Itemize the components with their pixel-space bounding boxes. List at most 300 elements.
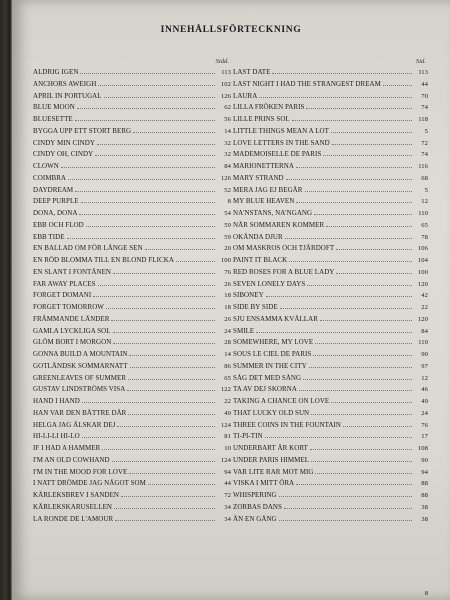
page-number: 126: [220, 174, 231, 182]
page-number: 124: [220, 456, 231, 464]
song-title: FORGET TOMORROW: [33, 303, 104, 311]
dot-leader: [292, 115, 412, 121]
dot-leader: [303, 374, 412, 380]
dot-leader: [145, 244, 215, 250]
song-title: NÄR SOMMAREN KOMMER: [233, 220, 325, 229]
toc-entry: [33, 115, 231, 127]
page-number: 74: [421, 151, 428, 159]
toc-entry: [233, 291, 428, 303]
song-title: HAN VAR DEN BÄTTRE DÄR: [33, 408, 127, 417]
dot-leader: [128, 374, 215, 380]
song-title: GOTLÄNDSK SOMMARNATT: [33, 361, 128, 370]
page-column-header: Sidd.: [215, 58, 229, 65]
dot-leader: [148, 479, 215, 485]
toc-entry: [33, 197, 231, 209]
toc-entry: [33, 409, 231, 421]
dot-leader: [98, 80, 215, 86]
dot-leader: [82, 432, 215, 438]
toc-entry: [33, 256, 231, 268]
page-number: 120: [417, 280, 428, 288]
toc-entry: [233, 92, 428, 104]
song-title: NA'NSTANS, NA'NGANG: [233, 209, 313, 217]
dot-leader: [289, 256, 412, 262]
page-number: 81: [224, 433, 231, 441]
dot-leader: [314, 209, 412, 215]
dot-leader: [331, 127, 412, 133]
dot-leader: [113, 327, 215, 333]
page-number: 32: [224, 151, 231, 159]
page-number: 65: [421, 221, 428, 229]
toc-entry: [33, 150, 231, 162]
toc-entry: [233, 479, 428, 491]
toc-entry: [233, 456, 428, 468]
dot-leader: [128, 409, 215, 415]
song-title: KÄRLEKSKARUSELLEN: [33, 502, 113, 511]
dot-leader: [279, 515, 412, 521]
dot-leader: [93, 291, 215, 297]
song-title: PAINT IT BLACK: [233, 256, 288, 264]
page-number: 104: [417, 257, 428, 264]
toc-list-right: [233, 68, 428, 526]
toc-entry: [233, 385, 428, 397]
song-title: GUSTAV LINDSTRÖMS VISA: [33, 385, 126, 394]
page-number: 122: [220, 386, 231, 394]
toc-entry: [233, 150, 428, 162]
song-title: OM MASKROS OCH TJÄRDOFT: [233, 244, 335, 253]
page-number: 62: [224, 104, 231, 112]
song-title: ÄN EN GÅNG: [233, 514, 277, 523]
dot-leader: [311, 409, 412, 415]
song-title: LAURA: [233, 91, 258, 100]
song-title: COIMBRA: [33, 173, 67, 182]
dot-leader: [61, 162, 215, 168]
song-title: BLUESETTE: [33, 115, 73, 123]
dot-leader: [176, 256, 215, 262]
dot-leader: [82, 397, 215, 403]
dot-leader: [75, 186, 215, 192]
toc-entry: [233, 444, 428, 456]
page-number: 78: [421, 233, 428, 241]
page-number: 49: [421, 398, 428, 405]
song-title: FAR AWAY PLACES: [33, 279, 96, 288]
toc-entry: [233, 432, 428, 444]
toc-entry: [233, 280, 428, 292]
song-title: DONA, DONA: [33, 209, 78, 217]
page-number: 126: [220, 92, 231, 100]
song-title: HELGA JAG ÄLSKAR DEJ: [33, 420, 116, 429]
song-title: I NATT DRÖMDE JAG NÅGOT SOM: [33, 479, 146, 488]
dot-leader: [280, 303, 412, 309]
song-title: SEVEN LONELY DAYS: [233, 279, 306, 288]
toc-entry: [33, 397, 231, 409]
song-title: ZORBAS DANS: [233, 502, 282, 511]
song-title: ANCHORS AWEIGH: [33, 79, 97, 88]
dot-leader: [113, 268, 215, 274]
song-title: RED ROSES FOR A BLUE LADY: [233, 267, 335, 276]
toc-entry: [233, 127, 428, 139]
toc-entry: [33, 491, 231, 503]
page-number: 100: [417, 268, 428, 276]
toc-entry: [233, 115, 428, 127]
page-number: 14: [224, 351, 231, 358]
page-number: 110: [418, 210, 428, 217]
toc-entry: [33, 350, 231, 362]
toc-entry: [33, 291, 231, 303]
song-title: SIBONEY: [233, 291, 264, 300]
toc-entry: [33, 362, 231, 374]
page-number: 12: [421, 198, 428, 206]
song-title: FRÄMMANDE LÄNDER: [33, 314, 110, 323]
toc-entry: [233, 221, 428, 233]
dot-leader: [80, 68, 215, 74]
dot-leader: [259, 92, 412, 98]
song-title: GLÖM BORT I MORGON: [33, 338, 112, 347]
page-number: 84: [421, 327, 428, 335]
toc-entry: [33, 186, 231, 198]
dot-leader: [272, 68, 412, 74]
song-title: EN RÖD BLOMMA TILL EN BLOND FLICKA: [33, 256, 174, 264]
song-title: THAT LUCKY OLD SUN: [233, 408, 310, 417]
toc-entry: [33, 327, 231, 339]
song-title: SIDE BY SIDE: [233, 303, 278, 311]
dot-leader: [129, 468, 215, 474]
dot-leader: [306, 103, 412, 109]
toc-entry: [33, 479, 231, 491]
page-number: 97: [421, 362, 428, 370]
page-number: 10: [224, 445, 231, 452]
dot-leader: [296, 479, 412, 485]
dot-leader: [81, 197, 215, 203]
toc-list-left: [33, 68, 231, 526]
toc-entry: [233, 256, 428, 268]
toc-entry: [233, 268, 428, 280]
page-title: INNEHÅLLSFÖRTECKNING: [160, 24, 302, 35]
dot-leader: [127, 385, 215, 391]
toc-entry: [33, 80, 231, 92]
toc-entry: [233, 409, 428, 421]
dot-leader: [320, 315, 412, 321]
dot-leader: [112, 456, 215, 462]
song-title: VAR LITE RAR MOT MIG: [233, 467, 314, 476]
page-number: 74: [421, 104, 428, 112]
song-title: MARY STRAND: [233, 173, 284, 182]
page-column-header: Sid.: [415, 58, 426, 65]
toc-entry: [233, 233, 428, 245]
dot-leader: [299, 385, 412, 391]
dot-leader: [315, 338, 412, 344]
song-title: CLOWN: [33, 162, 59, 170]
toc-entry: [33, 139, 231, 151]
page-number: 70: [421, 92, 428, 100]
dot-leader: [279, 491, 412, 497]
song-title: EN SLANT I FONTÄNEN: [33, 267, 112, 276]
toc-entry: [33, 103, 231, 115]
dot-leader: [307, 280, 412, 286]
toc-entry: [33, 303, 231, 315]
page-number: 110: [418, 339, 428, 347]
page-number: 38: [421, 515, 428, 523]
song-title: SUMMER IN THE CITY: [233, 361, 307, 370]
song-title: I'M IN THE MOOD FOR LOVE: [33, 467, 128, 476]
toc-entry: [233, 209, 428, 221]
dot-leader: [111, 315, 215, 321]
song-title: APRIL IN PORTUGAL: [33, 91, 102, 100]
song-title: SJU ENSAMMA KVÄLLAR: [233, 314, 318, 323]
song-title: THREE COINS IN THE FOUNTAIN: [233, 420, 341, 429]
song-title: GREENLEAVES OF SUMMER: [33, 373, 127, 382]
dot-leader: [97, 139, 215, 145]
dot-leader: [104, 92, 215, 98]
toc-entry: [233, 327, 428, 339]
dot-leader: [77, 103, 215, 109]
song-title: ALDRIG IGEN: [33, 68, 79, 76]
toc-entry: [233, 139, 428, 151]
dot-leader: [265, 432, 412, 438]
page-number: 56: [224, 116, 231, 123]
toc-entry: [33, 338, 231, 350]
toc-entry: [33, 244, 231, 256]
song-title: BLUE MOON: [33, 103, 75, 112]
dot-leader: [285, 233, 412, 239]
trailing-page-number: 8: [424, 590, 428, 597]
page-number: 12: [421, 374, 428, 382]
page-number: 88: [421, 492, 428, 499]
song-title: LOVE LETTERS IN THE SAND: [233, 138, 330, 147]
dot-leader: [67, 233, 215, 239]
dot-leader: [343, 421, 412, 427]
page-number: 17: [421, 433, 428, 441]
page-number: 26: [224, 315, 231, 323]
song-title: SÅG DET MED SÅNG: [233, 373, 302, 382]
page-number: 108: [417, 445, 428, 452]
song-title: EN BALLAD OM FÖR LÄNGE SEN: [33, 244, 143, 253]
page-number: 72: [421, 139, 428, 147]
page-number: 26: [224, 280, 231, 288]
toc-entry: [233, 374, 428, 386]
dot-leader: [256, 327, 412, 333]
page-number: 52: [224, 186, 231, 194]
dot-leader: [79, 209, 215, 215]
song-title: TA AV DEJ SKORNA: [233, 385, 297, 394]
toc-entry: [233, 80, 428, 92]
song-title: CINDY MIN CINDY: [33, 138, 95, 147]
toc-entry: [233, 468, 428, 480]
song-title: GAMLA LYCKLIGA SOL: [33, 326, 111, 335]
toc-entry: [33, 68, 231, 80]
page-number: 18: [224, 304, 231, 311]
dot-leader: [133, 127, 215, 133]
dot-leader: [305, 186, 413, 192]
page-number: 118: [418, 116, 428, 123]
toc-entry: [233, 315, 428, 327]
song-title: LILLE PRINS SOL: [233, 115, 290, 123]
song-title: GONNA BUILD A MOUNTAIN: [33, 350, 128, 358]
page-number: 113: [418, 69, 428, 76]
dot-leader: [331, 397, 412, 403]
page-number: 18: [224, 292, 231, 300]
page-number: 94: [224, 468, 231, 476]
page-number: 59: [224, 233, 231, 241]
dot-leader: [68, 174, 215, 180]
dot-leader: [296, 197, 412, 203]
dot-leader: [336, 244, 412, 250]
song-title: OKÄNDA DJUR: [233, 232, 283, 241]
song-title: VISKA I MITT ÖRA: [233, 479, 295, 488]
toc-entry: [33, 432, 231, 444]
toc-entry: [33, 515, 231, 527]
song-title: EBB TIDE: [33, 232, 65, 241]
song-title: SOUS LE CIEL DE PARIS: [233, 350, 312, 358]
page-number: 24: [224, 327, 231, 335]
book-page: [12, 0, 450, 600]
dot-leader: [266, 291, 412, 297]
dot-leader: [315, 468, 412, 474]
toc-entry: [33, 315, 231, 327]
song-title: SMILE: [233, 326, 255, 335]
toc-entry: [233, 338, 428, 350]
dot-leader: [310, 444, 412, 450]
page-number: 14: [224, 127, 231, 135]
dot-leader: [113, 338, 215, 344]
song-title: BYGGA UPP ETT STORT BERG: [33, 126, 132, 135]
toc-column-right: [233, 58, 428, 526]
toc-entry: [233, 421, 428, 433]
toc-entry: [233, 515, 428, 527]
dot-leader: [121, 491, 215, 497]
toc-entry: [33, 233, 231, 245]
page-number: 34: [224, 515, 231, 523]
toc-entry: [233, 162, 428, 174]
song-title: LILLA FRÖKEN PARIS: [233, 103, 305, 112]
page-number: 90: [421, 351, 428, 358]
dot-leader: [309, 362, 412, 368]
toc-entry: [33, 92, 231, 104]
dot-leader: [313, 350, 412, 356]
song-title: MARIONETTERNA: [233, 162, 294, 170]
song-title: TAKING A CHANCE ON LOVE: [233, 397, 330, 405]
dot-leader: [311, 456, 412, 462]
toc-entry: [33, 385, 231, 397]
song-title: DEEP PURPLE: [33, 197, 79, 206]
song-title: UNDER PARIS HIMMEL: [233, 455, 310, 464]
song-title: MADEMOISELLE DE PARIS: [233, 150, 322, 159]
page-number: 24: [421, 409, 428, 417]
page-number: 32: [224, 139, 231, 147]
page-number: 59: [224, 221, 231, 229]
page-number: 5: [424, 186, 428, 194]
toc-entry: [233, 362, 428, 374]
dot-leader: [326, 221, 412, 227]
dot-leader: [115, 515, 215, 521]
song-title: TI-PI-TIN: [233, 432, 263, 441]
page-number: 22: [224, 398, 231, 405]
toc-entry: [33, 221, 231, 233]
toc-entry: [33, 174, 231, 186]
page-number: 65: [224, 374, 231, 382]
song-title: CINDY OH, CINDY: [33, 150, 94, 159]
dot-leader: [98, 280, 215, 286]
toc-entry: [33, 280, 231, 292]
page-number: 54: [224, 210, 231, 217]
page-number: 38: [421, 503, 428, 511]
dot-leader: [284, 503, 412, 509]
song-title: LITTLE THINGS MEAN A LOT: [233, 126, 329, 135]
page-number: 68: [421, 174, 428, 182]
toc-entry: [233, 350, 428, 362]
page-number: 20: [224, 245, 231, 253]
song-title: MERA JAG EJ BEGÄR: [233, 185, 303, 194]
song-title: HAND I HAND: [33, 397, 80, 405]
toc-entry: [233, 491, 428, 503]
toc-entry: [233, 174, 428, 186]
page-number: 124: [220, 421, 231, 429]
toc-entry: [33, 209, 231, 221]
dot-leader: [102, 444, 215, 450]
dot-leader: [323, 150, 412, 156]
dot-leader: [296, 162, 412, 168]
toc-entry: [33, 456, 231, 468]
page-number: 120: [417, 315, 428, 323]
song-title: LAST DATE: [233, 68, 271, 76]
toc-entry: [233, 68, 428, 80]
song-title: I'M AN OLD COWHAND: [33, 455, 110, 464]
page-number: 94: [421, 468, 428, 476]
toc-entry: [233, 197, 428, 209]
song-title: EBB OCH FLOD: [33, 220, 84, 229]
toc-entry: [33, 127, 231, 139]
toc-entry: [233, 303, 428, 315]
page-number: 5: [424, 127, 428, 135]
toc-entry: [33, 468, 231, 480]
page-number: 76: [224, 268, 231, 276]
dot-leader: [75, 115, 215, 121]
page-number: 34: [224, 503, 231, 511]
dot-leader: [86, 221, 215, 227]
dot-leader: [130, 362, 215, 368]
page-number: 22: [421, 304, 428, 311]
page-number: 106: [417, 245, 428, 253]
song-title: LA RONDE DE L'AMOUR: [33, 514, 114, 523]
page-number: 113: [221, 69, 231, 76]
song-title: UNDERBART ÄR KORT: [233, 444, 308, 452]
song-title: DAYDREAM: [33, 185, 74, 194]
page-number: 84: [224, 163, 231, 170]
page-number: 44: [421, 80, 428, 88]
dot-leader: [129, 350, 215, 356]
page-number: 72: [224, 492, 231, 499]
dot-leader: [383, 80, 412, 86]
page-number: 44: [224, 480, 231, 488]
song-title: WHISPERING: [233, 491, 277, 499]
song-title: SOMEWHERE, MY LOVE: [233, 338, 314, 347]
toc-entry: [233, 397, 428, 409]
page-number: 86: [224, 362, 231, 370]
page-number: 8: [227, 198, 231, 206]
dot-leader: [332, 139, 412, 145]
song-title: MY BLUE HEAVEN: [233, 197, 295, 206]
dot-leader: [95, 150, 215, 156]
page-number: 42: [421, 292, 428, 300]
song-title: LAST NIGHT I HAD THE STRANGEST DREAM: [233, 79, 381, 88]
page-number: 88: [421, 480, 428, 488]
toc-entry: [33, 503, 231, 515]
page-number: 116: [418, 163, 428, 170]
dot-leader: [286, 174, 412, 180]
dot-leader: [117, 421, 215, 427]
dot-leader: [114, 503, 215, 509]
toc-entry: [233, 503, 428, 515]
page-number: 100: [220, 257, 231, 264]
